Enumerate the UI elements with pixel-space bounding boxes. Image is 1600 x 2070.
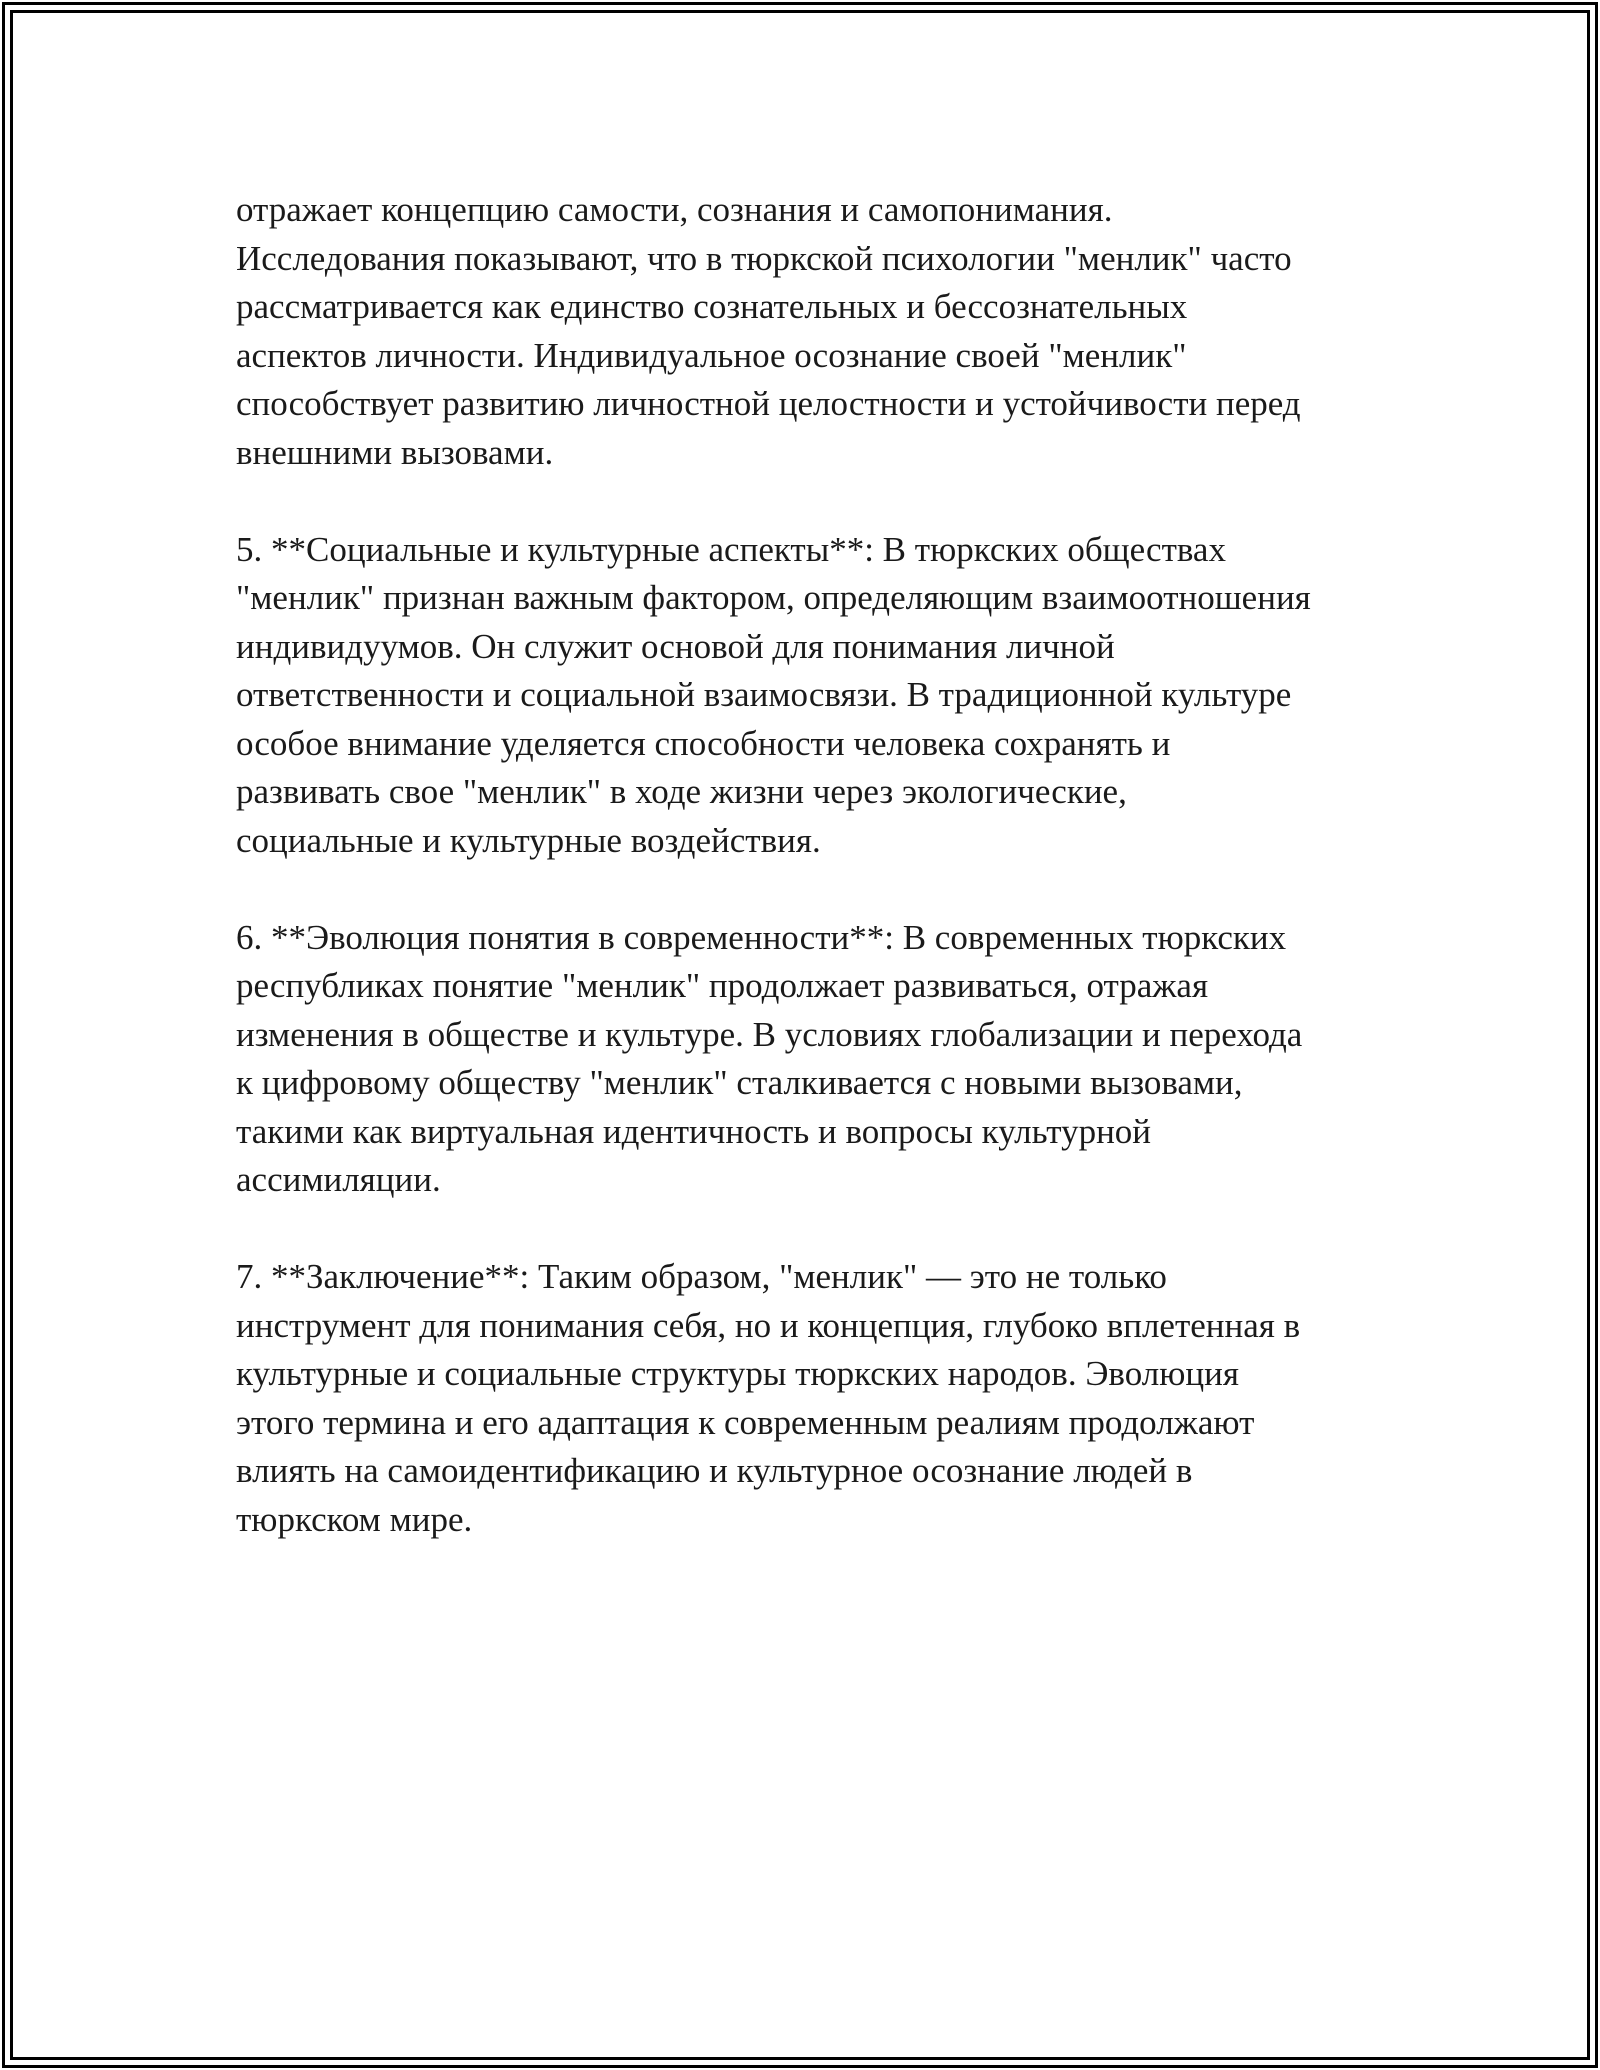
text-line: 7. **Заключение**: Таким образом, "менлик" — это не только [236, 1257, 1167, 1296]
text-line: социальные и культурные воздействия. [236, 820, 821, 860]
text-line: культурные и социальные структуры тюркских народов. Эволюция [236, 1354, 1239, 1393]
text-line: 5. **Социальные и культурные аспекты**: В тюркских обществах [236, 529, 1226, 569]
text-line: инструмент для понимания себя, но и концепция, глубоко вплетенная в [236, 1305, 1301, 1345]
text-line: особое внимание уделяется способности человека сохранять и [236, 723, 1171, 763]
paragraph-intro [236, 186, 1396, 477]
text-line: отражает концепцию самости, сознания и самопонимания. [236, 190, 1113, 229]
text-line: к цифровому обществу "менлик" сталкивается с новыми вызовами, [236, 1063, 1243, 1102]
text-line: внешними вызовами. [236, 432, 554, 472]
paragraph-conclusion [236, 1253, 1396, 1544]
text-line: этого термина и его адаптация к современным реалиям продолжают [236, 1402, 1255, 1442]
text-line: развивать свое "менлик" в ходе жизни через экологические, [236, 772, 1127, 811]
paragraph-social-cultural-aspects [236, 526, 1396, 866]
text-line: влиять на самоидентификацию и культурное осознание людей в [236, 1451, 1193, 1490]
text-line: такими как виртуальная идентичность и вопросы культурной [236, 1111, 1152, 1151]
text-line: 6. **Эволюция понятия в современности**: В современных тюркских [236, 917, 1287, 957]
text-line: аспектов личности. Индивидуальное осознание своей "менлик" [236, 335, 1187, 375]
text-line: ответственности и социальной взаимосвязи. В традиционной культуре [236, 675, 1292, 714]
text-line: Исследования показывают, что в тюркской психологии "менлик" часто [236, 238, 1292, 278]
text-line: "менлик" признан важным фактором, определяющим взаимоотношения [236, 578, 1311, 617]
text-line: тюркском мире. [236, 1499, 473, 1539]
text-line: изменения в обществе и культуре. В условиях глобализации и перехода [236, 1014, 1303, 1054]
text-line: способствует развитию личностной целостности и устойчивости перед [236, 384, 1301, 423]
text-line: индивидуумов. Он служит основой для понимания личной [236, 626, 1115, 666]
text-line: ассимиляции. [236, 1160, 441, 1199]
text-line: рассматривается как единство сознательных и бессознательных [236, 287, 1188, 326]
paragraph-modern-evolution [236, 914, 1396, 1205]
document-body [236, 186, 1396, 1593]
text-line: республиках понятие "менлик" продолжает развиваться, отражая [236, 966, 1209, 1005]
